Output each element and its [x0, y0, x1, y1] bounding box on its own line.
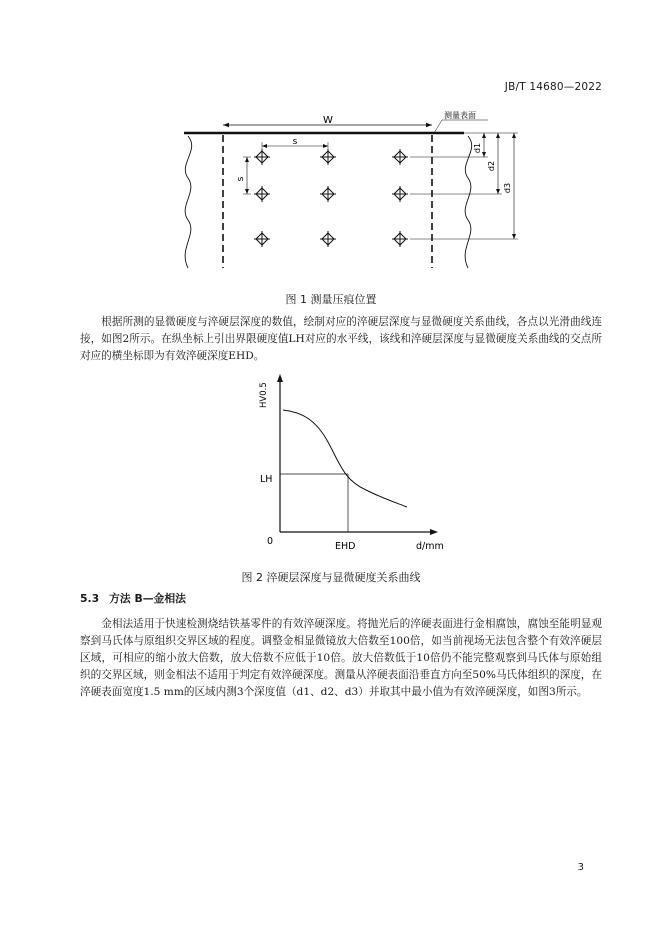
- measurement-surface-label: 测量表面: [444, 111, 476, 120]
- paragraph-1: 根据所测的显微硬度与淬硬层深度的数值，绘制对应的淬硬层深度与显微硬度关系曲线，各点以光滑曲线连接，如图2所示。在纵坐标上引出界限硬度值LH对应的水平线，该线和淬硬层深度与显微硬度关系曲线的交点所对应的横坐标即为有效淬硬深度EHD。: [80, 316, 602, 362]
- d2-label: d2: [487, 160, 496, 172]
- figure-2: [240, 372, 480, 554]
- spacing-v-label: s: [236, 176, 246, 182]
- lh-label: LH: [260, 474, 273, 485]
- y-axis-arrow: [277, 374, 283, 382]
- paragraph-2: 金相法适用于快速检测烧结铁基零件的有效淬硬深度。将抛光后的淬硬表面进行金相腐蚀，腐蚀至能明显观察到马氏体与原组织交界区域的程度。调整金相显微镜放大倍数至100倍，如当前视场无法包含整个有效淬硬层区域，可相应的缩小放大倍数，放大倍数不应低于10倍。放大倍数低于10倍仍不能完整观察到马氏体与原始组织的交界区域，则金相法不适用于判定有效淬硬深度。测量从淬硬表面沿垂直方向至50%马氏体组织的深度，在淬硬表面宽度1.5 mm的区域内测3个深度值（d1、d2、d3）并取其中最小值为有效淬硬深度，如图3所示。: [80, 618, 602, 698]
- indentation-grid: [254, 149, 408, 247]
- section-number: 5.3: [80, 592, 100, 605]
- figure-1-caption: 图 1 测量压痕位置: [285, 293, 377, 306]
- figure-1: [170, 108, 530, 273]
- standard-number: JB/T 14680—2022: [504, 81, 602, 93]
- section-heading-5-3: [80, 591, 186, 606]
- section-title: 方法 B—金相法: [109, 592, 186, 605]
- y-axis-label: HV0.5: [259, 382, 269, 408]
- d1-label: d1: [473, 142, 482, 154]
- x-axis-label: d/mm: [416, 541, 444, 552]
- break-line-left: [185, 136, 192, 268]
- width-label: W: [323, 115, 333, 126]
- hardness-curve: [283, 410, 407, 507]
- origin-label: 0: [267, 536, 274, 547]
- figure-2-chart: [240, 372, 480, 554]
- break-line-right: [465, 136, 472, 268]
- ehd-label: EHD: [335, 541, 356, 552]
- d3-label: d3: [503, 182, 512, 194]
- figure-2-caption: 图 2 淬硬层深度与显微硬度关系曲线: [241, 571, 421, 584]
- page-number: 3: [577, 862, 584, 873]
- figure-1-drawing: [170, 108, 530, 273]
- spacing-h-label: s: [292, 137, 298, 147]
- x-axis-arrow: [430, 529, 438, 535]
